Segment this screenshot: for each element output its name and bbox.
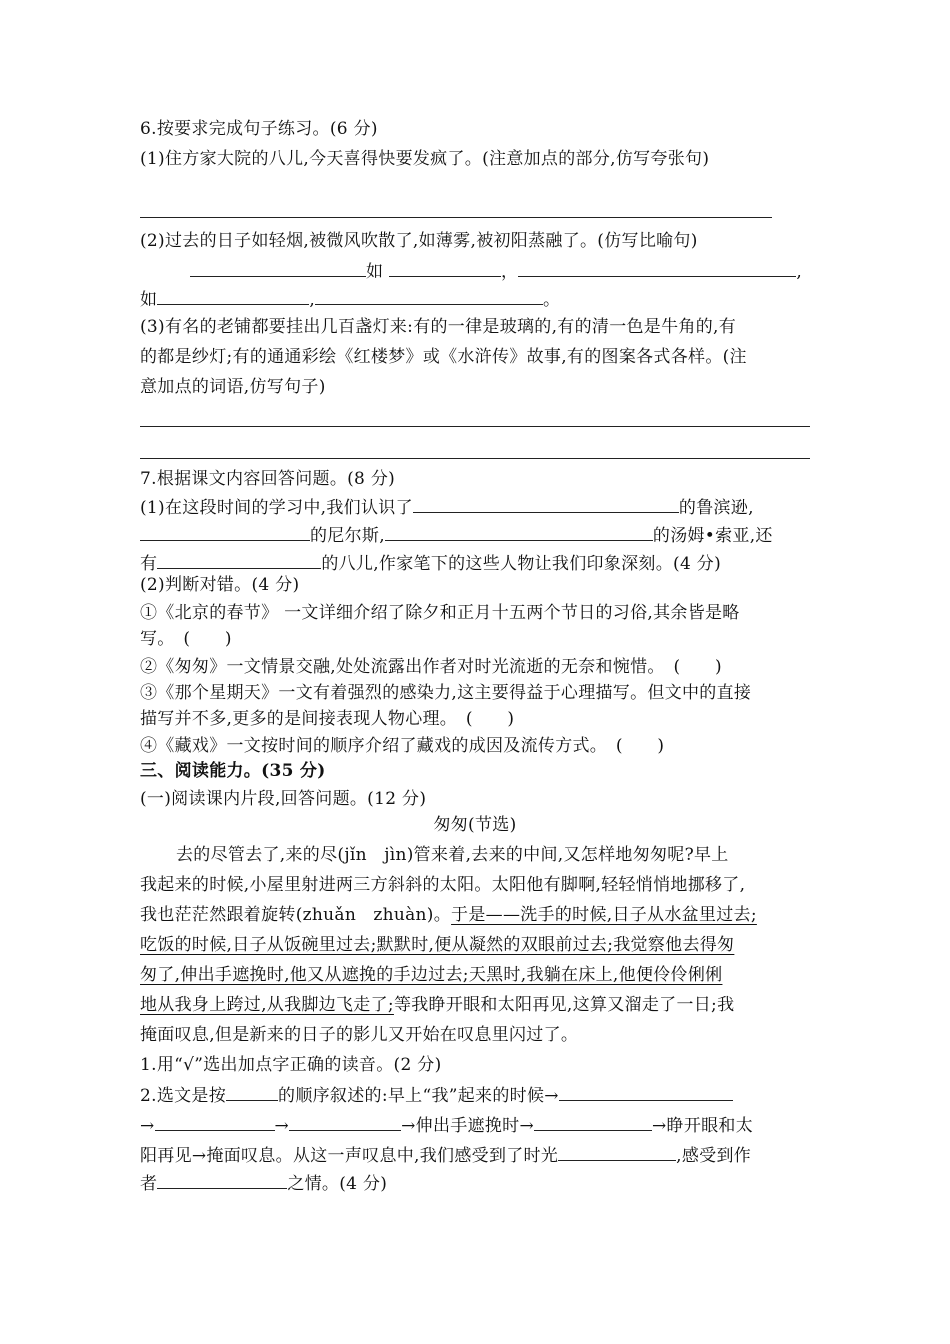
q6-answer-line-1[interactable] bbox=[140, 217, 772, 218]
q6-part1: (1)住方家大院的八儿,今天喜得快要发疯了。(注意加点的部分,仿写夸张句) bbox=[140, 149, 710, 169]
blank[interactable] bbox=[558, 1142, 676, 1161]
q6-part2-blanks: 如 ， , bbox=[190, 258, 812, 285]
reading-q1: 1.用“√”选出加点字正确的读音。(2 分) bbox=[140, 1055, 442, 1075]
passage-line: 地从我身上跨过,从我脚边飞走了;等我睁开眼和太阳再见,这算又溜走了一日;我 bbox=[140, 995, 735, 1015]
q7-part2: (2)判断对错。(4 分) bbox=[140, 575, 300, 595]
passage-line-underlined: 吃饭的时候,日子从饭碗里过去;默默时,便从凝然的双眼前过去;我觉察他去得匆 bbox=[140, 935, 735, 955]
passage-line: 去的尽管去了,来的尽(jǐn jìn)管来着,去来的中间,又怎样地匆匆呢?早上 bbox=[176, 845, 729, 865]
passage-line: 掩面叹息,但是新来的日子的影儿又开始在叹息里闪过了。 bbox=[140, 1025, 579, 1045]
blank[interactable] bbox=[190, 258, 366, 277]
blank[interactable] bbox=[559, 1082, 733, 1101]
q7-title: 7.根据课文内容回答问题。(8 分) bbox=[140, 469, 396, 489]
q6-title: 6.按要求完成句子练习。(6 分) bbox=[140, 119, 378, 139]
q7-part1-line2: 的尼尔斯, 的汤姆•索亚,还 bbox=[140, 522, 812, 549]
blank[interactable] bbox=[389, 258, 501, 277]
blank[interactable] bbox=[413, 494, 679, 513]
q7-part1-line3: 有 的八儿,作家笔下的这些人物让我们印象深刻。(4 分) bbox=[140, 550, 812, 577]
blank[interactable] bbox=[315, 286, 543, 305]
blank[interactable] bbox=[289, 1112, 401, 1131]
blank[interactable] bbox=[518, 258, 796, 277]
passage-title: 匆匆(节选) bbox=[433, 815, 517, 835]
blank[interactable] bbox=[140, 522, 310, 541]
q7-judge-3-line2[interactable]: 描写并不多,更多的是间接表现人物心理。 ( ) bbox=[140, 709, 515, 729]
passage-line: 我起来的时候,小屋里射进两三方斜斜的太阳。太阳他有脚啊,轻轻悄悄地挪移了, bbox=[140, 875, 746, 895]
blank[interactable] bbox=[157, 286, 309, 305]
blank[interactable] bbox=[226, 1082, 278, 1101]
reading-q2-line1: 2.选文是按 的顺序叙述的:早上“我”起来的时候→ bbox=[140, 1082, 812, 1109]
q6-part2-blanks-2: 如 , 。 bbox=[140, 286, 812, 313]
reading-q2-line2: → → →伸出手遮挽时→ →睁开眼和太 bbox=[140, 1112, 812, 1139]
section3-sub1: (一)阅读课内片段,回答问题。(12 分) bbox=[140, 789, 427, 809]
underlined-sentence: 地从我身上跨过,从我脚边飞走了; bbox=[140, 995, 394, 1015]
underlined-sentence: 于是——洗手的时候,日子从水盆里过去; bbox=[451, 905, 757, 925]
reading-q2-line4: 者 之情。(4 分) bbox=[140, 1170, 812, 1197]
q6-part3-line2: 的都是纱灯;有的通通彩绘《红楼梦》或《水浒传》故事,有的图案各式各样。(注 bbox=[140, 347, 747, 367]
passage-line: 我也茫茫然跟着旋转(zhuǎn zhuàn)。于是——洗手的时候,日子从水盆里过去; bbox=[140, 905, 757, 925]
q7-judge-1-line1: ①《北京的春节》 一文详细介绍了除夕和正月十五两个节日的习俗,其余皆是略 bbox=[140, 603, 740, 623]
blank[interactable] bbox=[385, 522, 653, 541]
passage-line-underlined: 匆了,伸出手遮挽时,他又从遮挽的手边过去;天黑时,我躺在床上,他便伶伶俐俐 bbox=[140, 965, 723, 985]
blank[interactable] bbox=[534, 1112, 652, 1131]
q6-part2: (2)过去的日子如轻烟,被微风吹散了,如薄雾,被初阳蒸融了。(仿写比喻句) bbox=[140, 231, 698, 251]
q7-judge-3-line1: ③《那个星期天》一文有着强烈的感染力,这主要得益于心理描写。但文中的直接 bbox=[140, 683, 752, 703]
blank[interactable] bbox=[155, 1112, 275, 1131]
q7-judge-1-line2[interactable]: 写。 ( ) bbox=[140, 629, 232, 649]
blank[interactable] bbox=[157, 1170, 287, 1189]
reading-q2-line3: 阳再见→掩面叹息。从这一声叹息中,我们感受到了时光 ,感受到作 bbox=[140, 1142, 812, 1169]
q7-part1-line1: (1)在这段时间的学习中,我们认识了 的鲁滨逊, bbox=[140, 494, 812, 521]
section3-title: 三、阅读能力。(35 分) bbox=[140, 761, 326, 781]
q7-judge-2[interactable]: ②《匆匆》一文情景交融,处处流露出作者对时光流逝的无奈和惋惜。 ( ) bbox=[140, 657, 722, 677]
q6-answer-line-2[interactable] bbox=[140, 426, 810, 427]
q6-answer-line-3[interactable] bbox=[140, 458, 810, 459]
q7-judge-4[interactable]: ④《藏戏》一文按时间的顺序介绍了藏戏的成因及流传方式。 ( ) bbox=[140, 736, 665, 756]
q6-part3-line3: 意加点的词语,仿写句子) bbox=[140, 377, 326, 397]
q6-part3-line1: (3)有名的老铺都要挂出几百盏灯来:有的一律是玻璃的,有的清一色是牛角的,有 bbox=[140, 317, 737, 337]
blank[interactable] bbox=[157, 550, 321, 569]
